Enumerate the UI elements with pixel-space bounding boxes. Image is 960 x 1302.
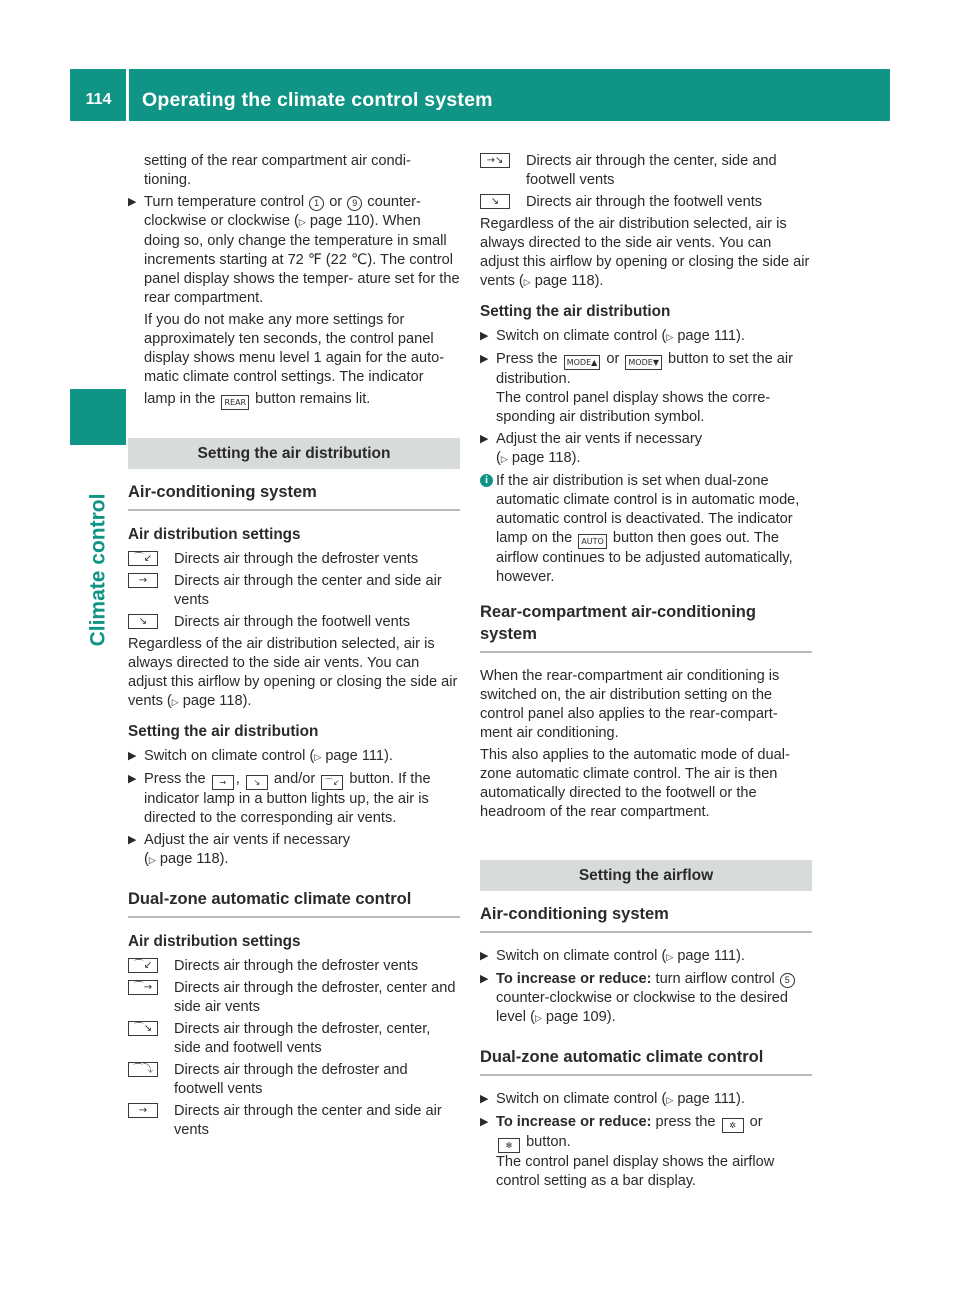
page-ref-icon: ▷	[500, 454, 508, 464]
defrost-icon: ⌒↙	[128, 958, 158, 973]
footwell-icon: ↘	[246, 775, 268, 790]
paragraph: lamp in the REAR button remains lit.	[128, 390, 460, 410]
auto-button-icon: AUTO	[578, 534, 607, 549]
step-arrow-icon: ▶	[480, 353, 489, 365]
right-column	[480, 152, 812, 1194]
defrost-icon: ⌒↙	[321, 775, 343, 790]
step-arrow-icon: ▶	[480, 1116, 489, 1128]
subsection-heading: Air distribution settings	[128, 933, 301, 950]
dist-row: ⌒↘ Directs air through the defroster, center, side and footwell vents	[128, 1020, 460, 1058]
page-link[interactable]: page 111).	[325, 748, 393, 764]
page-link[interactable]: page 111).	[677, 948, 745, 964]
section-heading: Air-conditioning system	[480, 903, 812, 933]
step-arrow-icon: ▶	[480, 330, 489, 342]
page-ref-icon: ▷	[148, 855, 156, 865]
fan-up-button-icon: ✲	[722, 1118, 744, 1133]
control-5-icon: 5	[780, 973, 795, 988]
page-ref-icon: ▷	[666, 332, 674, 342]
page-title: Operating the climate control system	[142, 89, 493, 111]
page-ref-icon: ▷	[298, 217, 306, 227]
center-side-icon: →	[212, 775, 234, 790]
step-item: ▶ Switch on climate control (▷ page 111).	[480, 948, 745, 964]
dist-row: ⌒↙ Directs air through the defroster vents	[128, 550, 460, 569]
control-1-icon: 1	[309, 196, 324, 211]
center-side-icon: →	[128, 1103, 158, 1118]
step-arrow-icon: ▶	[480, 973, 489, 985]
page-ref-icon: ▷	[666, 1095, 674, 1105]
step-item: ▶ To increase or reduce: press the ✲ or ✻ button. The control panel display shows the airflow control setting as a bar display.	[480, 1114, 775, 1189]
step-arrow-icon: ▶	[480, 1093, 489, 1105]
paragraph: If you do not make any more settings for approximately ten seconds, the control panel display shows menu level 1 again for the auto- matic climate control settings. The indicator	[144, 312, 445, 385]
paragraph: Regardless of the air distribution selected, air is always directed to the side air vents. You can adjust this airflow by opening or closing the side air vents (▷ page 118).	[480, 216, 810, 289]
fan-down-button-icon: ✻	[498, 1138, 520, 1153]
page-link[interactable]: page 118).	[534, 273, 604, 289]
dist-row: ⌒→ Directs air through the defroster, center and side air vents	[128, 979, 460, 1017]
paragraph: This also applies to the automatic mode of dual- zone automatic climate control. The air is then automatically directed to the footwell or the headroom of the rear compartment.	[480, 747, 790, 820]
section-heading: Dual-zone automatic climate control	[480, 1046, 812, 1076]
page-link[interactable]: page 109).	[545, 1009, 616, 1025]
mode-up-button-icon: MODE▲	[564, 355, 601, 370]
control-9-icon: 9	[347, 196, 362, 211]
step-item: ▶ Turn temperature control 1 or 9 counter- clockwise or clockwise (▷ page 110). When doing so, only change the temperature in small increments starting at 72 ℉ (22 ℃). The control panel display shows the temper- ature set for the rear compartment.	[128, 194, 460, 306]
step-item: ▶ Adjust the air vents if necessary (▷ page 118).	[128, 832, 351, 867]
defrost-center-side-icon: ⌒→	[128, 980, 158, 995]
step-item: ▶ Switch on climate control (▷ page 111).	[480, 328, 745, 344]
center-side-footwell-icon: →↘	[480, 153, 510, 168]
info-icon: i	[480, 474, 493, 487]
page-ref-icon: ▷	[314, 752, 322, 762]
step-arrow-icon: ▶	[480, 950, 489, 962]
step-item: ▶ Switch on climate control (▷ page 111).	[480, 1091, 745, 1107]
defrost-footwell-icon: ⌒⤵	[128, 1062, 158, 1077]
footwell-icon: ↘	[128, 614, 158, 629]
subsection-heading: Setting the air distribution	[128, 723, 319, 740]
left-column	[128, 152, 460, 1143]
step-item: ▶ To increase or reduce: turn airflow control 5 counter-clockwise or clockwise to the desired level (▷ page 109).	[480, 970, 812, 1028]
page-link[interactable]: page 111).	[677, 328, 745, 344]
page-link[interactable]: page 118).	[511, 450, 581, 466]
paragraph: setting of the rear compartment air condi- tioning.	[144, 153, 411, 188]
paragraph: Regardless of the air distribution selected, air is always directed to the side air vents. You can adjust this airflow by opening or closing the side air vents (▷ page 118).	[128, 636, 458, 709]
step-item: ▶ Switch on climate control (▷ page 111).	[128, 748, 393, 764]
paragraph: When the rear-compartment air conditioning is switched on, the air distribution setting on the control panel also applies to the rear-compart- ment air conditioning.	[480, 668, 780, 741]
page-ref-icon: ▷	[534, 1013, 542, 1023]
step-item: ▶ Adjust the air vents if necessary (▷ page 118).	[480, 431, 703, 466]
page-link[interactable]: page 110). When doing so, only change the temperature in small increments starting at 72 ℉ (22 ℃). The control panel display shows the temper- ature set for the rear compartment.	[144, 213, 460, 306]
defrost-center-side-footwell-icon: ⌒↘	[128, 1021, 158, 1036]
section-heading: Air-conditioning system	[128, 481, 460, 511]
subsection-heading: Setting the air distribution	[480, 303, 671, 320]
dist-row: ⌒⤵ Directs air through the defroster and footwell vents	[128, 1061, 460, 1099]
page-ref-icon: ▷	[171, 697, 179, 707]
step-arrow-icon: ▶	[128, 773, 137, 785]
dist-row: ⌒↙ Directs air through the defroster vents	[128, 957, 460, 976]
footwell-icon: ↘	[480, 194, 510, 209]
center-side-icon: →	[128, 573, 158, 588]
step-arrow-icon: ▶	[128, 750, 137, 762]
step-arrow-icon: ▶	[128, 196, 137, 208]
page-number: 114	[85, 91, 112, 108]
step-item: ▶ Press the → , ↘ and/or ⌒↙ button. If the indicator lamp in a button lights up, the air is directed to the corresponding air vents.	[128, 771, 431, 826]
dist-row: → Directs air through the center and side air vents	[128, 1102, 460, 1140]
dist-row: →↘ Directs air through the center, side and footwell vents	[480, 152, 812, 190]
step-item: ▶ Press the MODE▲ or MODE▼ button to set the air distribution. The control panel display shows the corre- sponding air distribution symbol.	[480, 351, 793, 425]
step-arrow-icon: ▶	[128, 834, 137, 846]
dist-row: ↘ Directs air through the footwell vents	[128, 613, 460, 632]
step-arrow-icon: ▶	[480, 433, 489, 445]
chapter-tab	[70, 389, 126, 445]
section-band: Setting the airflow	[480, 860, 812, 891]
mode-down-button-icon: MODE▼	[625, 355, 662, 370]
defrost-icon: ⌒↙	[128, 551, 158, 566]
rear-button-icon: REAR	[221, 395, 249, 410]
page-ref-icon: ▷	[666, 952, 674, 962]
dist-row: ↘ Directs air through the footwell vents	[480, 193, 812, 212]
page-link[interactable]: page 111).	[677, 1091, 745, 1107]
page-link[interactable]: page 118).	[182, 693, 252, 709]
page-ref-icon: ▷	[523, 277, 531, 287]
page-link[interactable]: page 118).	[159, 851, 229, 867]
header-divider	[126, 69, 129, 121]
subsection-heading: Air distribution settings	[128, 526, 301, 543]
section-heading: Rear-compartment air-conditioning system	[480, 601, 812, 653]
section-band: Setting the air distribution	[128, 438, 460, 469]
dist-row: → Directs air through the center and side air vents	[128, 572, 460, 610]
info-note: i If the air distribution is set when dual-zone automatic climate control is in automatic mode, automatic control is deactivated. The indicator lamp on the AUTO button then goes out. The airflow continues to be adjusted automatically, however.	[480, 472, 812, 587]
section-heading: Dual-zone automatic climate control	[128, 888, 460, 918]
